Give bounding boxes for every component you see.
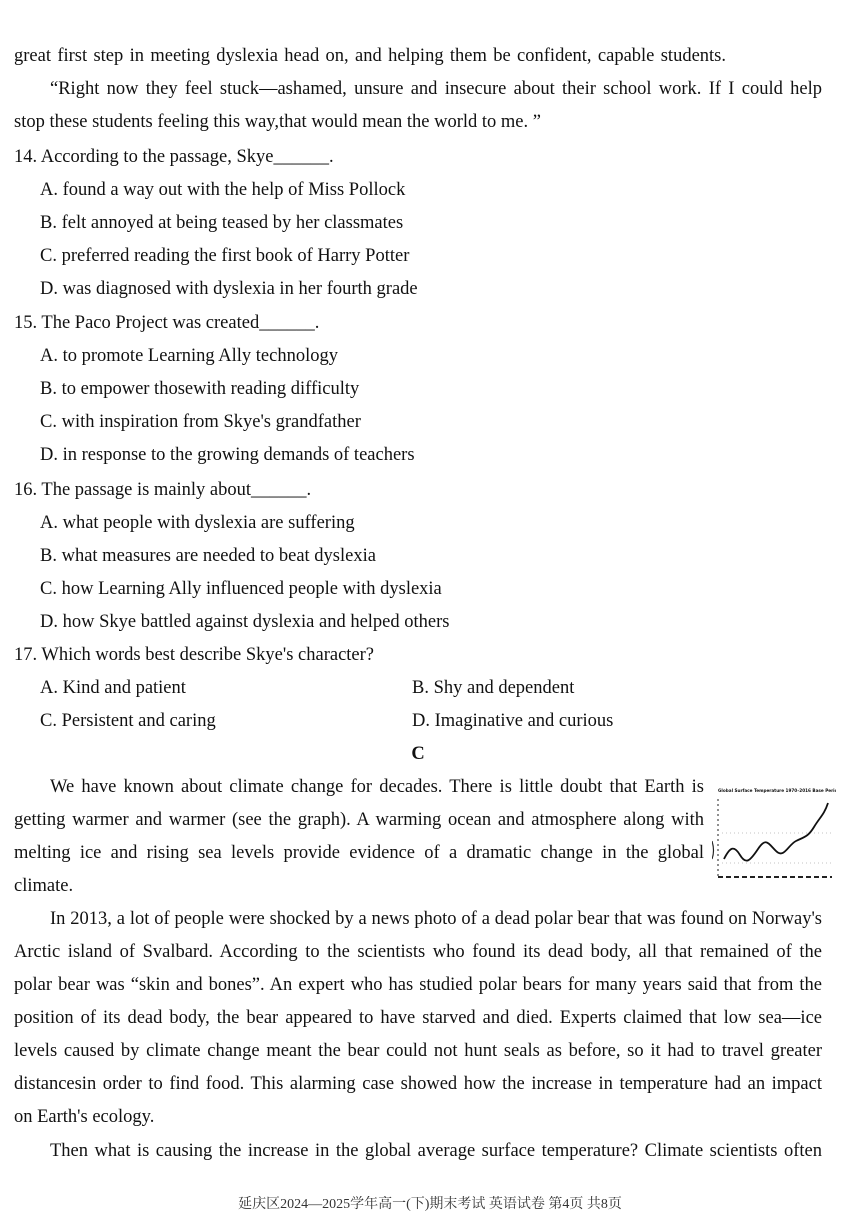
question-14-stem: 14. According to the passage, Skye______. (14, 147, 334, 167)
question-14-option-a[interactable]: A. found a way out with the help of Miss Pollock (40, 180, 406, 200)
question-14-option-d[interactable]: D. was diagnosed with dyslexia in her fourth grade (40, 279, 418, 299)
question-15-option-c[interactable]: C. with inspiration from Skye's grandfather (40, 412, 361, 432)
question-17-option-b[interactable]: B. Shy and dependent (412, 678, 575, 698)
question-15-stem: 15. The Paco Project was created______. (14, 313, 320, 333)
question-16-option-a[interactable]: A. what people with dyslexia are suffering (40, 513, 355, 533)
quote-line: “Right now they feel stuck—ashamed, unsure and insecure about their school work. If I could help (50, 79, 822, 99)
paragraph-line: melting ice and rising sea levels provide evidence of a dramatic change in the global (14, 843, 704, 863)
page-footer: 延庆区2024—2025学年高一(下)期末考试 英语试卷 第4页 共8页 (238, 1197, 622, 1212)
question-15-option-d[interactable]: D. in response to the growing demands of teachers (40, 445, 415, 465)
paragraph-line: levels caused by climate change meant the bear could not hunt seals as before, so it had to travel greater (14, 1041, 822, 1061)
temperature-graph-svg (712, 785, 836, 891)
paragraph-line: Arctic island of Svalbard. According to the scientists who found its dead body, all that remained of the (14, 942, 822, 962)
paragraph-line: distancesin order to find food. This alarming case showed how the increase in temperature had an impact (14, 1074, 822, 1094)
paragraph-line: In 2013, a lot of people were shocked by a news photo of a dead polar bear that was found on Norway's (50, 909, 822, 929)
question-15-option-b[interactable]: B. to empower thosewith reading difficulty (40, 379, 360, 399)
question-14-option-b[interactable]: B. felt annoyed at being teased by her classmates (40, 213, 404, 233)
paragraph-line: position of its dead body, the bear appeared to have starved and died. Experts claimed that low sea—ice (14, 1008, 822, 1028)
section-heading: C (411, 744, 425, 764)
question-14-option-c[interactable]: C. preferred reading the first book of Harry Potter (40, 246, 410, 266)
paragraph-line: getting warmer and warmer (see the graph). A warming ocean and atmosphere along with (14, 810, 704, 830)
paragraph-line: We have known about climate change for decades. There is little doubt that Earth is (50, 777, 704, 797)
question-17-stem: 17. Which words best describe Skye's character? (14, 645, 375, 665)
graph-temperature-line (724, 803, 828, 861)
question-16-stem: 16. The passage is mainly about______. (14, 480, 312, 500)
temperature-graph (712, 785, 836, 891)
graph-title: Global Surface Temperature 1970–2016 Base Period (718, 788, 836, 793)
passage-line: great first step in meeting dyslexia head on, and helping them be confident, capable students. (14, 46, 726, 66)
paragraph-line: climate. (14, 876, 74, 896)
question-17-option-d[interactable]: D. Imaginative and curious (412, 711, 614, 731)
paragraph-line: polar bear was “skin and bones”. An expert who has studied polar bears for many years said that from the (14, 975, 822, 995)
question-16-option-d[interactable]: D. how Skye battled against dyslexia and helped others (40, 612, 450, 632)
graph-bracket (712, 841, 714, 859)
paragraph-line: Then what is causing the increase in the global average surface temperature? Climate scientists often (50, 1141, 822, 1161)
paragraph-line: on Earth's ecology. (14, 1107, 155, 1127)
quote-line: stop these students feeling this way,that would mean the world to me. ” (14, 112, 541, 132)
question-16-option-b[interactable]: B. what measures are needed to beat dyslexia (40, 546, 376, 566)
question-15-option-a[interactable]: A. to promote Learning Ally technology (40, 346, 338, 366)
question-17-option-a[interactable]: A. Kind and patient (40, 678, 186, 698)
question-16-option-c[interactable]: C. how Learning Ally influenced people with dyslexia (40, 579, 442, 599)
question-17-option-c[interactable]: C. Persistent and caring (40, 711, 216, 731)
